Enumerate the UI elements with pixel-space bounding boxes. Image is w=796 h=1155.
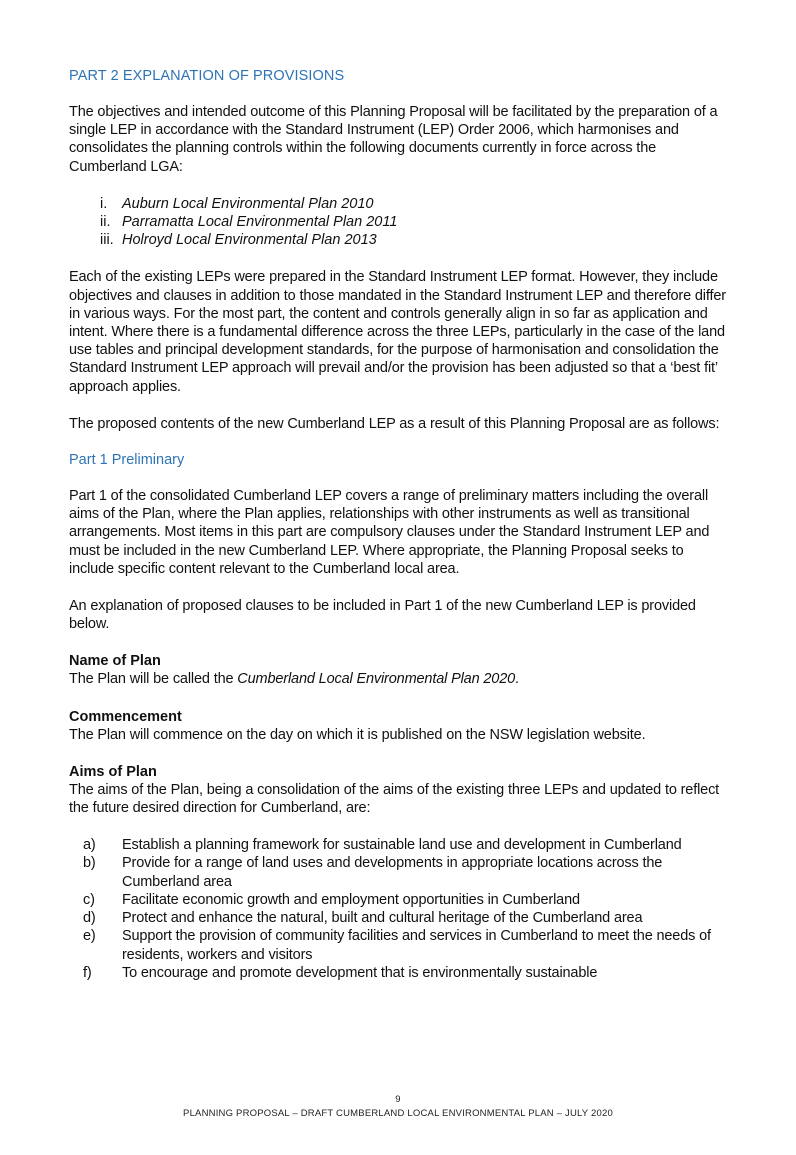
part1-paragraph: Part 1 of the consolidated Cumberland LEP covers a range of preliminary matters including the overall aims of the Plan, where the Plan applies, relationships with other instruments as well as transitional arrangements. Most items in this part are compulsory clauses under the Standard Instrument LEP and must be included in the new Cumberland LEP. Where appropriate, the Planning Proposal seeks to include specific content relevant to the Cumberland local area. (69, 488, 710, 577)
name-of-plan-text-after: . (515, 671, 519, 688)
list-item-number: b) (83, 855, 96, 872)
list-item (69, 195, 729, 213)
list-item-text: Facilitate economic growth and employment opportunities in Cumberland (122, 891, 580, 908)
list-item (69, 964, 729, 982)
list-item-text: To encourage and promote development that is environmentally sustainable (122, 964, 598, 981)
list-item (69, 836, 729, 854)
aims-text: The aims of the Plan, being a consolidation of the aims of the existing three LEPs and updated to reflect the future desired direction for Cumberland, are: (69, 781, 720, 817)
list-item (69, 231, 729, 249)
list-item-text: Holroyd Local Environmental Plan 2013 (122, 232, 377, 249)
proposed-contents-paragraph: The proposed contents of the new Cumberland LEP as a result of this Planning Proposal are as follows: (69, 415, 720, 432)
list-item-number: iii. (100, 232, 114, 249)
existing-leps-paragraph: Each of the existing LEPs were prepared in the Standard Instrument LEP format. However, they include objectives and clauses in addition to those mandated in the Standard Instrument LEP and therefore differ in various ways. For the most part, the content and controls generally align in so far as application and intent. Where there is a fundamental difference across the three LEPs, particularly in the case of the land use tables and principal development standards, for the purpose of harmonisation and consolidation the Standard Instrument LEP approach will prevail and/or the provision has been adjusted so that a ‘best fit’ approach applies. (69, 269, 726, 395)
aims-list (69, 836, 729, 982)
name-of-plan-heading: Name of Plan (69, 653, 161, 670)
name-of-plan-text (69, 670, 729, 688)
list-item (69, 891, 729, 909)
list-item-number: c) (83, 891, 95, 908)
list-item-text: Provide for a range of land uses and developments in appropriate locations across the Cumberland area (122, 855, 663, 890)
page-number: 9 (395, 1094, 401, 1105)
footer-text: PLANNING PROPOSAL – DRAFT CUMBERLAND LOCAL ENVIRONMENTAL PLAN – JULY 2020 (183, 1108, 613, 1119)
list-item-text: Protect and enhance the natural, built and cultural heritage of the Cumberland area (122, 910, 643, 927)
list-item (69, 909, 729, 927)
list-item-number: f) (83, 964, 92, 981)
name-of-plan-text-before: The Plan will be called the (69, 671, 238, 688)
subsection-title: Part 1 Preliminary (69, 452, 185, 469)
list-item (69, 854, 729, 890)
commencement-text: The Plan will commence on the day on which it is published on the NSW legislation website. (69, 726, 646, 743)
list-item (69, 927, 729, 963)
commencement-heading: Commencement (69, 708, 182, 725)
aims-heading: Aims of Plan (69, 763, 157, 780)
section-title: PART 2 EXPLANATION OF PROVISIONS (69, 68, 345, 84)
list-item (69, 213, 729, 231)
document-page (69, 68, 729, 982)
documents-list (69, 195, 729, 250)
list-item-text: Support the provision of community facilities and services in Cumberland to meet the needs of residents, workers and visitors (122, 928, 711, 963)
list-item-text: Auburn Local Environmental Plan 2010 (122, 195, 374, 212)
list-item-number: i. (100, 195, 108, 212)
list-item-number: ii. (100, 214, 111, 231)
plan-name: Cumberland Local Environmental Plan 2020 (237, 671, 516, 688)
list-item-text: Parramatta Local Environmental Plan 2011 (122, 214, 398, 231)
list-item-number: d) (83, 910, 96, 927)
list-item-number: a) (83, 837, 96, 854)
list-item-number: e) (83, 928, 96, 945)
intro-paragraph: The objectives and intended outcome of this Planning Proposal will be facilitated by the preparation of a single LEP in accordance with the Standard Instrument (LEP) Order 2006, which harmonises and consolidates the planning controls within the following documents currently in force across the Cumberland LGA: (69, 104, 718, 175)
list-item-text: Establish a planning framework for sustainable land use and development in Cumberland (122, 837, 682, 854)
explanation-paragraph: An explanation of proposed clauses to be included in Part 1 of the new Cumberland LEP is provided below. (69, 598, 696, 633)
